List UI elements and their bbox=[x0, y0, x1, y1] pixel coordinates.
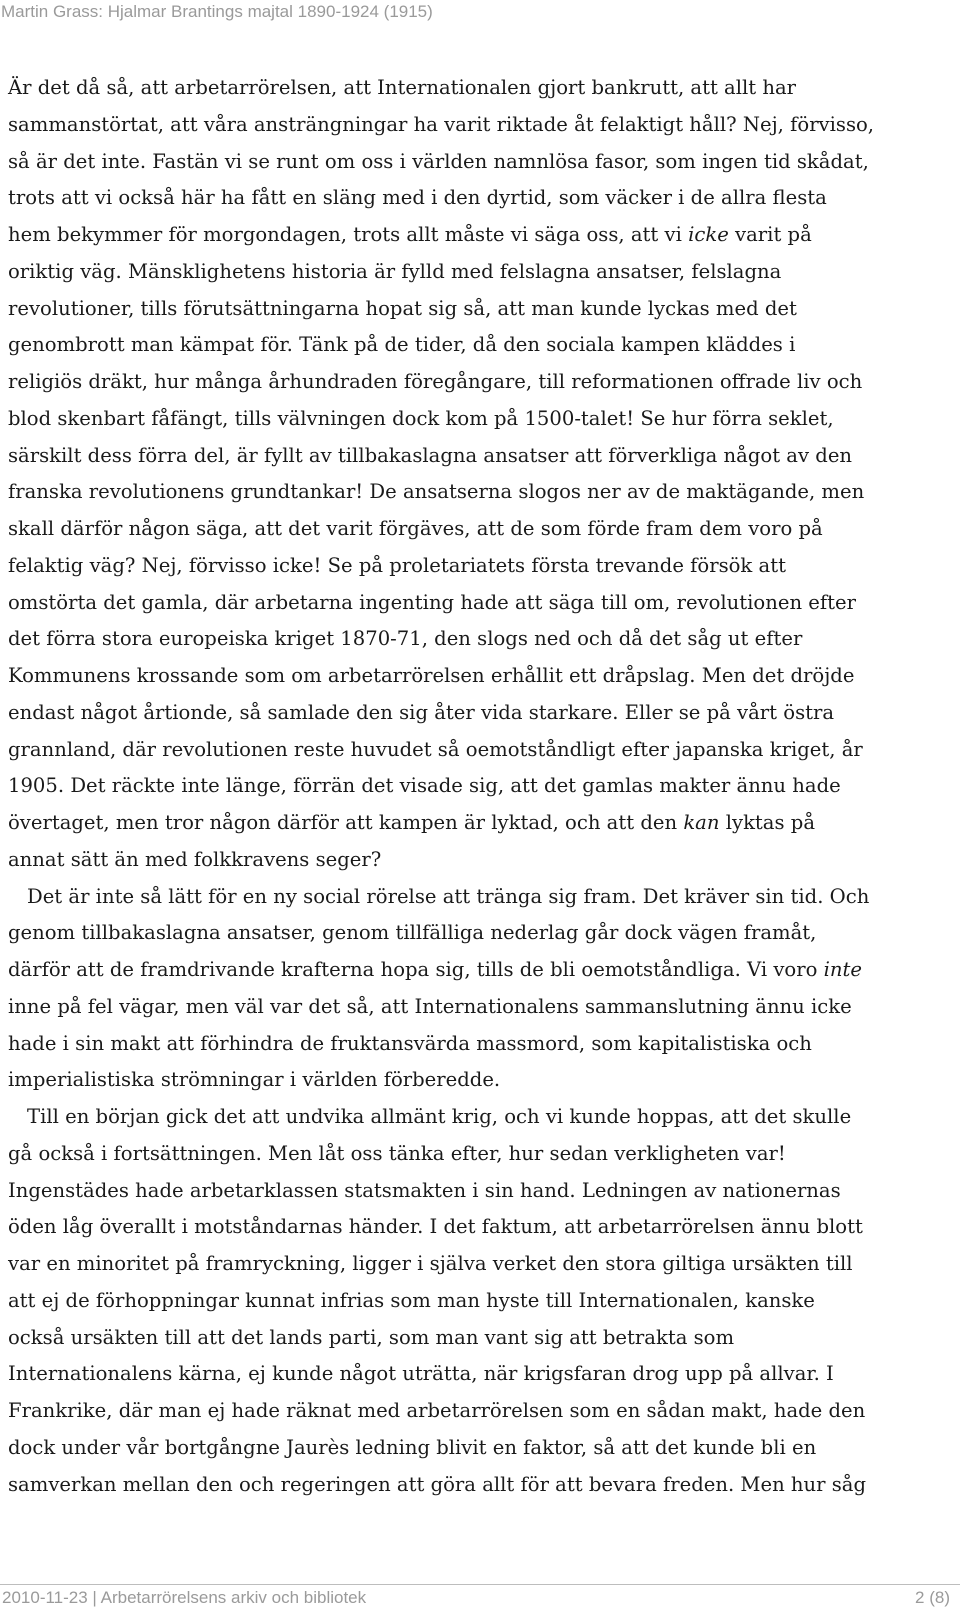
document-body bbox=[8, 70, 953, 1503]
text-line: sammanstörtat, att våra ansträngningar ha varit riktade åt felaktigt håll? Nej, förvisso, bbox=[8, 112, 875, 136]
text-line: Det är inte så lätt för en ny social rörelse att tränga sig fram. Det kräver sin tid. Och bbox=[27, 884, 870, 908]
text-line: franska revolutionens grundtankar! De ansatserna slogos ner av de maktägande, men bbox=[8, 480, 865, 504]
text-segment: därför att de framdrivande krafterna hopa sig, tills de bli oemotståndliga. Vi voro bbox=[8, 958, 824, 981]
text-line: religiös dräkt, hur många århundraden föregångare, till reformationen offrade liv och bbox=[8, 370, 863, 393]
emphasis-text: kan bbox=[683, 811, 720, 834]
page-header bbox=[0, 0, 960, 24]
footer-date-archive: 2010-11-23 | Arbetarrörelsens arkiv och bibliotek bbox=[2, 1588, 367, 1607]
text-line: grannland, där revolutionen reste huvudet så oemotståndligt efter japanska kriget, år bbox=[8, 737, 863, 761]
page-number: 2 (8) bbox=[915, 1588, 950, 1607]
text-line: dock under vår bortgångne Jaurès ledning blivit en faktor, så att det kunde bli en bbox=[8, 1435, 817, 1459]
page-footer bbox=[0, 1586, 956, 1611]
text-line bbox=[8, 952, 953, 989]
text-line: Kommunens krossande som om arbetarrörelsen erhållit ett dråpslag. Men det dröjde bbox=[8, 664, 855, 687]
text-line: Frankrike, där man ej hade räknat med arbetarrörelsen som en sådan makt, hade den bbox=[8, 1399, 866, 1422]
emphasis-text: icke bbox=[688, 223, 729, 246]
text-line: oriktig väg. Mänsklighetens historia är fylld med felslagna ansatser, felslagna bbox=[8, 259, 782, 283]
text-line: blod skenbart fåfängt, tills välvningen dock kom på 1500-talet! Se hur förra seklet, bbox=[8, 406, 834, 430]
text-segment: lyktas på bbox=[719, 811, 816, 834]
text-line: det förra stora europeiska kriget 1870-71, den slogs ned och då det såg ut efter bbox=[8, 627, 803, 651]
text-line: var en minoritet på framryckning, ligger i själva verket den stora giltiga ursäkten till bbox=[8, 1252, 853, 1275]
text-line: Ingenstädes hade arbetarklassen statsmakten i sin hand. Ledningen av nationernas bbox=[8, 1178, 841, 1202]
footer-divider bbox=[0, 1584, 960, 1585]
text-line: skall därför någon säga, att det varit förgäves, att de som förde fram dem voro på bbox=[8, 517, 823, 540]
text-line: öden låg överallt i motståndarnas händer. I det faktum, att arbetarrörelsen ännu blott bbox=[8, 1215, 863, 1239]
text-line: så är det inte. Fastän vi se runt om oss i världen namnlösa fasor, som ingen tid skådat, bbox=[8, 149, 869, 173]
text-line: gå också i fortsättningen. Men låt oss tänka efter, hur sedan verkligheten var! bbox=[8, 1141, 786, 1165]
emphasis-text: inte bbox=[823, 958, 862, 981]
text-line: 1905. Det räckte inte länge, förrän det visade sig, att det gamlas makter ännu hade bbox=[8, 774, 841, 798]
text-line bbox=[8, 217, 953, 254]
header-title: Martin Grass: Hjalmar Brantings majtal 1890-1924 (1915) bbox=[1, 2, 433, 21]
text-segment: varit på bbox=[728, 223, 812, 246]
text-line: också ursäkten till att det lands parti, som man vant sig att betrakta som bbox=[8, 1325, 735, 1349]
text-line: trots att vi också här ha fått en släng med i den dyrtid, som väcker i de allra flesta bbox=[8, 186, 827, 210]
text-line: Är det då så, att arbetarrörelsen, att Internationalen gjort bankrutt, att allt har bbox=[8, 76, 797, 99]
text-line: samverkan mellan den och regeringen att göra allt för att bevara freden. Men hur såg bbox=[8, 1472, 867, 1496]
text-line: genombrott man kämpat för. Tänk på de tider, då den sociala kampen kläddes i bbox=[8, 333, 796, 357]
text-line: hade i sin makt att förhindra de fruktansvärda massmord, som kapitalistiska och bbox=[8, 1031, 812, 1055]
text-segment: övertaget, men tror någon därför att kampen är lyktad, och att den bbox=[8, 811, 684, 834]
text-line: imperialistiska strömningar i världen förberedde. bbox=[8, 1068, 501, 1092]
text-segment: hem bekymmer för morgondagen, trots allt måste vi säga oss, att vi bbox=[8, 223, 689, 246]
text-line: Till en början gick det att undvika allmänt krig, och vi kunde hoppas, att det skulle bbox=[27, 1105, 852, 1128]
text-line: genom tillbakaslagna ansatser, genom tillfälliga nederlag går dock vägen framåt, bbox=[8, 921, 817, 945]
text-line bbox=[8, 805, 953, 842]
text-line: revolutioner, tills förutsättningarna hopat sig så, att man kunde lyckas med det bbox=[8, 296, 797, 320]
text-line: särskilt dess förra del, är fyllt av tillbakaslagna ansatser att förverkliga något av den bbox=[8, 443, 853, 467]
text-line: inne på fel vägar, men väl var det så, att Internationalens sammanslutning ännu icke bbox=[8, 994, 852, 1018]
text-line: Internationalens kärna, ej kunde något uträtta, när krigsfaran drog upp på allvar. I bbox=[8, 1362, 834, 1386]
text-line: endast något årtionde, så samlade den sig åter vida starkare. Eller se på vårt östra bbox=[8, 700, 835, 724]
text-line: annat sätt än med folkkravens seger? bbox=[8, 847, 382, 871]
text-line: omstörta det gamla, där arbetarna ingenting hade att säga till om, revolutionen efter bbox=[8, 590, 856, 614]
text-line: att ej de förhoppningar kunnat infrias som man hyste till Internationalen, kanske bbox=[8, 1288, 815, 1312]
text-line: felaktig väg? Nej, förvisso icke! Se på proletariatets första trevande försök att bbox=[8, 553, 786, 577]
